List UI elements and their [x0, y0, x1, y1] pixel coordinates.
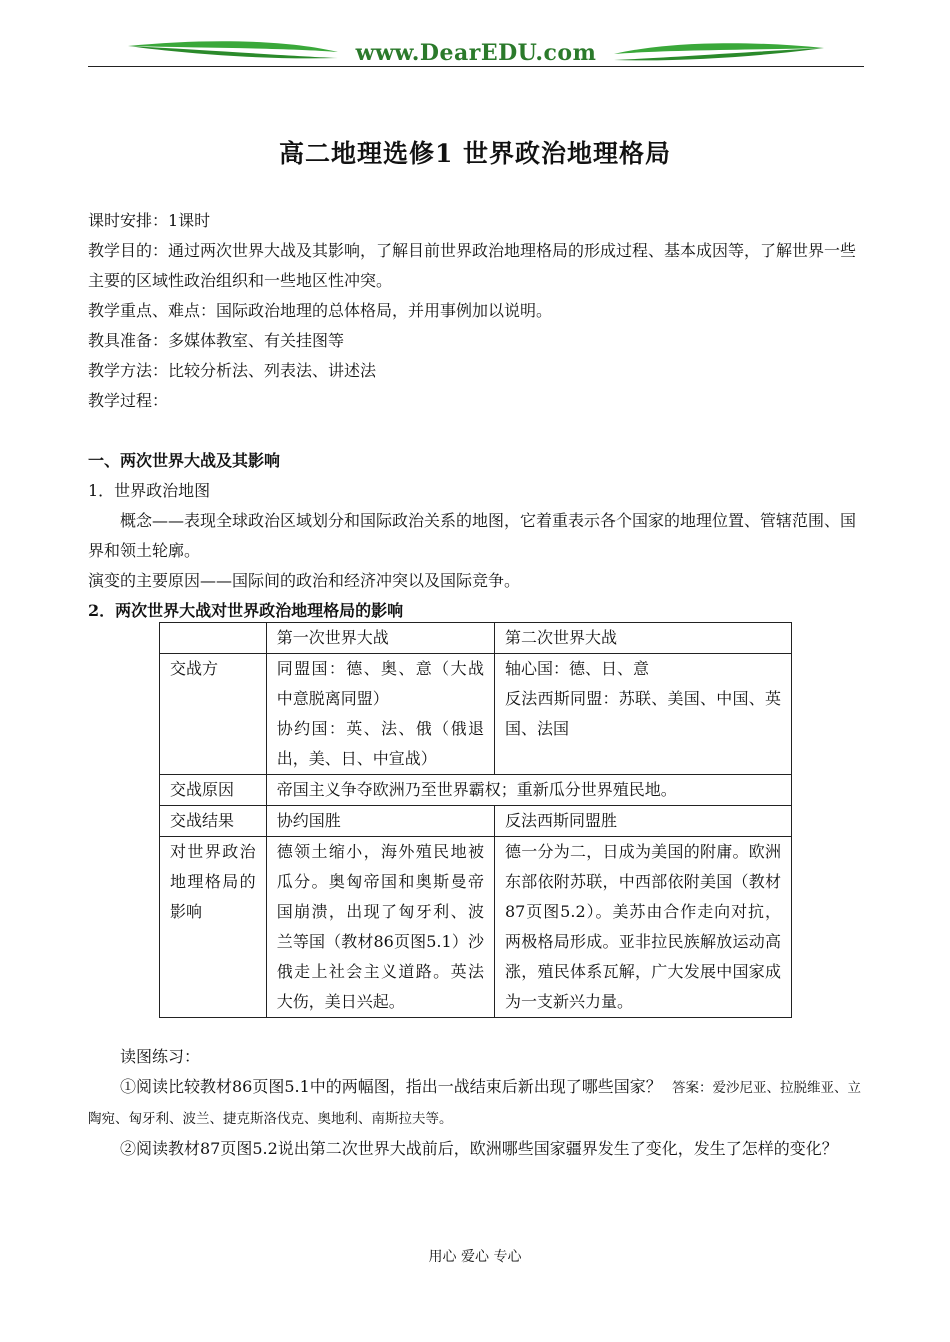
evolution-paragraph: 演变的主要原因——国际间的政治和经济冲突以及国际竞争。	[88, 571, 521, 590]
site-header-banner	[88, 36, 864, 70]
table-cell: 德一分为二，日成为美国的附庸。欧洲东部依附苏联，中西部依附美国（教材87页图5.2）。美苏由合作走向对抗，两极格局形成。亚非拉民族解放运动高涨，殖民体系瓦解，广大发展中国家成为一支新兴力量。	[494, 837, 791, 1018]
exercise-section	[88, 1042, 864, 1164]
subheading-map: 1．世界政治地图	[88, 481, 211, 500]
teaching-goal: 教学目的：通过两次世界大战及其影响，了解目前世界政治地理格局的形成过程、基本成因等，了解世界一些主要的区域性政治组织和一些地区性冲突。	[88, 241, 857, 290]
concept-paragraph: 概念——表现全球政治区域划分和国际政治关系的地图，它着重表示各个国家的地理位置、管辖范围、国界和领土轮廓。	[88, 511, 857, 560]
teaching-methods: 教学方法：比较分析法、列表法、讲述法	[88, 361, 377, 380]
cell-line: 协约国：英、法、俄（俄退出，美、日、中宣战）	[276, 719, 484, 768]
table-row	[160, 837, 792, 1018]
section-heading: 一、两次世界大战及其影响	[88, 451, 281, 470]
row-label: 交战方	[160, 654, 267, 775]
table-row	[160, 806, 792, 837]
table-row	[160, 775, 792, 806]
cell-line: 反法西斯同盟：苏联、美国、中国、英国、法国	[504, 689, 781, 738]
cell-line: 轴心国：德、日、意	[504, 659, 649, 678]
table-header-cell	[160, 623, 267, 654]
table-row	[160, 654, 792, 775]
document-body	[88, 206, 864, 626]
exercise-question	[88, 1072, 864, 1134]
table-cell	[266, 654, 494, 775]
exercise-question: ②阅读教材87页图5.2说出第二次世界大战前后，欧洲哪些国家疆界发生了变化，发生了怎样的变化？	[120, 1139, 838, 1158]
table-cell	[494, 654, 791, 775]
answer-text: 答案：爱沙尼亚、拉脱维亚、立陶宛、匈牙利、波兰、捷克斯洛伐克、奥地利、南斯拉夫等。	[88, 1080, 861, 1127]
table-cell: 德领土缩小，海外殖民地被瓜分。奥匈帝国和奥斯曼帝国崩溃，出现了匈牙利、波兰等国（教材86页图5.1）沙俄走上社会主义道路。英法大伤，美日兴起。	[266, 837, 494, 1018]
table-cell: 反法西斯同盟胜	[494, 806, 791, 837]
exercise-heading: 读图练习：	[120, 1047, 201, 1066]
row-label: 对世界政治地理格局的影响	[160, 837, 267, 1018]
question-text: ①阅读比较教材86页图5.1中的两幅图，指出一战结束后新出现了哪些国家？	[120, 1077, 662, 1096]
world-wars-table	[159, 622, 792, 1018]
row-label: 交战结果	[160, 806, 267, 837]
teaching-aids: 教具准备：多媒体教室、有关挂图等	[88, 331, 345, 350]
subheading-wars: 2．两次世界大战对世界政治地理格局的影响	[88, 601, 404, 620]
site-logo-text[interactable]: www.DearEDU.com	[355, 40, 597, 66]
teaching-process: 教学过程：	[88, 391, 169, 410]
table-header-cell: 第二次世界大战	[494, 623, 791, 654]
cell-line: 同盟国：德、奥、意（大战中意脱离同盟）	[276, 659, 484, 708]
table-cell: 帝国主义争夺欧洲乃至世界霸权；重新瓜分世界殖民地。	[266, 775, 791, 806]
row-label: 交战原因	[160, 775, 267, 806]
document-title: 高二地理选修1 世界政治地理格局	[278, 139, 672, 168]
key-points: 教学重点、难点：国际政治地理的总体格局，并用事例加以说明。	[88, 301, 553, 320]
table-cell: 协约国胜	[266, 806, 494, 837]
table-header-cell: 第一次世界大战	[266, 623, 494, 654]
page-footer: 用心 爱心 专心	[428, 1249, 522, 1265]
table-header-row	[160, 623, 792, 654]
header-divider	[88, 66, 864, 67]
lesson-hours: 课时安排：1课时	[88, 211, 211, 230]
